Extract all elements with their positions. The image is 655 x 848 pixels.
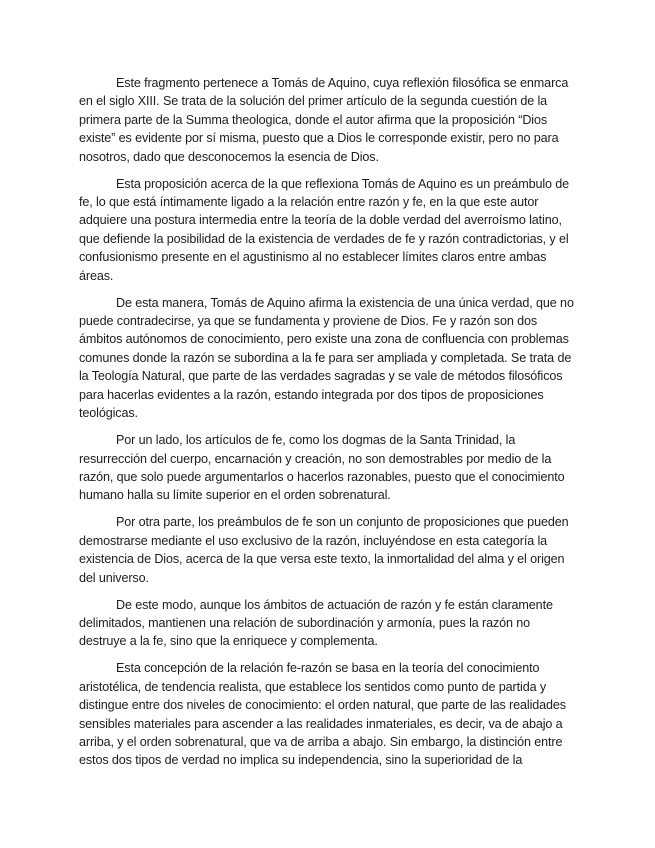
paragraph-5: Por otra parte, los preámbulos de fe son un conjunto de proposiciones que pueden demostrarse mediante el uso exclusivo de la razón, incluyéndose en esta categoría la existencia de Dios, acerca de la que versa este texto, la inmortalidad del alma y el origen del universo. (79, 515, 569, 585)
paragraph-6: De este modo, aunque los ámbitos de actuación de razón y fe están claramente delimitados, mantienen una relación de subordinación y armonía, pues la razón no destruye a la fe, sino que la enriquece y complementa. (79, 597, 553, 649)
paragraph-2: Esta proposición acerca de la que reflexiona Tomás de Aquino es un preámbulo de fe, lo que está íntimamente ligado a la relación entre razón y fe, en la que este autor adquiere una postura intermedia entre la teoría de la doble verdad del averroísmo latino, que defiende la posibilidad de la existencia de verdades de fe y razón contradictorias, y el confusionismo presente en el agustinismo al no establecer límites claros entre ambas áreas. (79, 176, 570, 283)
document-body (79, 74, 579, 778)
paragraph-1: Este fragmento pertenece a Tomás de Aquino, cuya reflexión filosófica se enmarca en el siglo XIII. Se trata de la solución del primer artículo de la segunda cuestión de la primera parte de la Summa theologica, donde el autor afirma que la proposición “Dios existe” es evidente por sí misma, puesto que a Dios le corresponde existir, pero no para nosotros, dado que desconocemos la esencia de Dios. (79, 76, 569, 164)
paragraph-3: De esta manera, Tomás de Aquino afirma la existencia de una única verdad, que no puede contradecirse, ya que se fundamenta y proviene de Dios. Fe y razón son dos ámbitos autónomos de conocimiento, pero existe una zona de confluencia con problemas comunes donde la razón se subordina a la fe para ser ampliada y completada. Se trata de la Teología Natural, que parte de las verdades sagradas y se vale de métodos filosóficos para hacerlas evidentes a la razón, estando integrada por dos tipos de proposiciones teológicas. (79, 295, 574, 421)
paragraph-4: Por un lado, los artículos de fe, como los dogmas de la Santa Trinidad, la resurrección del cuerpo, encarnación y creación, no son demostrables por medio de la razón, que solo puede argumentarlos o hacerlos razonables, puesto que el conocimiento humano halla su límite superior en el orden sobrenatural. (79, 433, 565, 503)
paragraph-7: Esta concepción de la relación fe-razón se basa en la teoría del conocimiento aristotélica, de tendencia realista, que establece los sentidos como punto de partida y distingue entre dos niveles de conocimiento: el orden natural, que parte de las realidades sensibles materiales para ascender a las realidades inmateriales, es decir, va de abajo a arriba, y el orden sobrenatural, que va de arriba a abajo. Sin embargo, la distinción entre estos dos tipos de verdad no implica su independencia, sino la superioridad de la (79, 661, 566, 768)
